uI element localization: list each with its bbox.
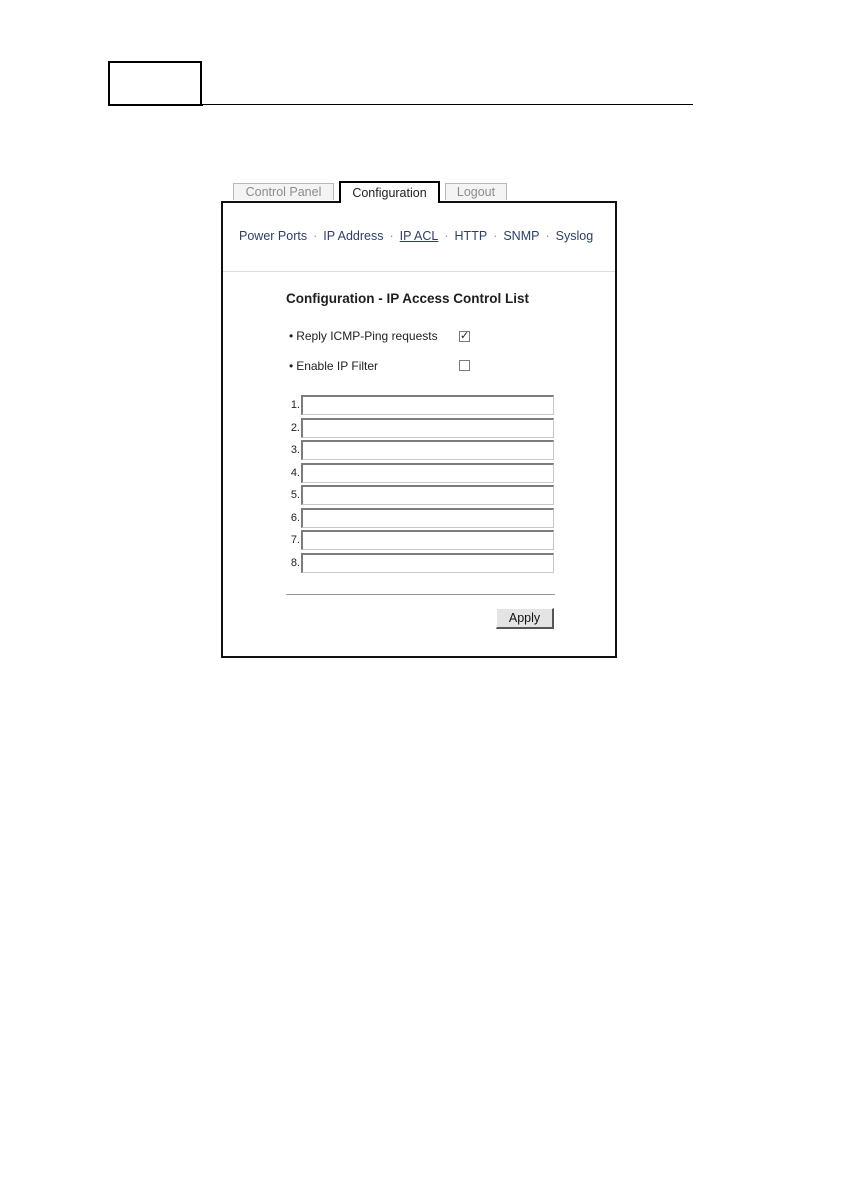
config-panel xyxy=(221,201,617,658)
acl-input-5[interactable] xyxy=(301,485,554,505)
subnav-separator: · xyxy=(493,229,498,243)
acl-row-number: 6. xyxy=(290,511,300,524)
apply-button[interactable]: Apply xyxy=(496,608,554,629)
acl-input-3[interactable] xyxy=(301,440,554,460)
tab-configuration[interactable]: Configuration xyxy=(339,181,440,203)
subnav-power-ports[interactable]: Power Ports xyxy=(239,229,308,243)
acl-row-number: 4. xyxy=(290,466,300,479)
tab-logout[interactable]: Logout xyxy=(445,183,507,200)
acl-input-6[interactable] xyxy=(301,508,554,528)
acl-row-number: 2. xyxy=(290,421,300,434)
acl-row-number: 3. xyxy=(290,444,300,456)
ip-filter-label: Enable IP Filter xyxy=(296,359,379,373)
acl-row-number: 7. xyxy=(290,534,300,546)
acl-input-1[interactable] xyxy=(301,395,554,415)
tab-control-panel[interactable]: Control Panel xyxy=(233,183,334,200)
subnav-separator: · xyxy=(444,229,449,243)
acl-row-number: 5. xyxy=(290,489,300,501)
subnav-snmp[interactable]: SNMP xyxy=(503,229,540,243)
bullet: • xyxy=(289,359,294,373)
page-number-box xyxy=(108,61,202,106)
ip-filter-option-row xyxy=(289,359,378,373)
subnav-ip-acl[interactable]: IP ACL xyxy=(399,229,439,243)
subnav-separator: · xyxy=(389,229,394,243)
subnav-ip-address[interactable]: IP Address xyxy=(323,229,384,243)
subnav-separator: · xyxy=(313,229,318,243)
bullet: • xyxy=(289,329,294,343)
header-rule xyxy=(108,104,693,105)
acl-input-2[interactable] xyxy=(301,418,554,438)
icmp-label: Reply ICMP-Ping requests xyxy=(296,329,438,343)
check-mark-icon: ✓ xyxy=(460,330,470,342)
acl-row-number: 1. xyxy=(290,399,300,411)
icmp-option-row xyxy=(289,329,438,343)
acl-input-8[interactable] xyxy=(301,553,554,573)
subnav-divider xyxy=(223,271,615,272)
subnav-separator: · xyxy=(545,229,550,243)
subnav-http[interactable]: HTTP xyxy=(454,229,488,243)
ip-filter-checkbox[interactable] xyxy=(459,360,470,371)
page-title: Configuration - IP Access Control List xyxy=(286,291,530,306)
acl-input-7[interactable] xyxy=(301,530,554,550)
subnav-syslog[interactable]: Syslog xyxy=(555,229,594,243)
form-divider xyxy=(286,594,555,595)
icmp-checkbox[interactable] xyxy=(459,331,470,342)
config-subnav xyxy=(239,229,593,243)
acl-row-number: 8. xyxy=(290,556,300,569)
acl-input-4[interactable] xyxy=(301,463,554,483)
